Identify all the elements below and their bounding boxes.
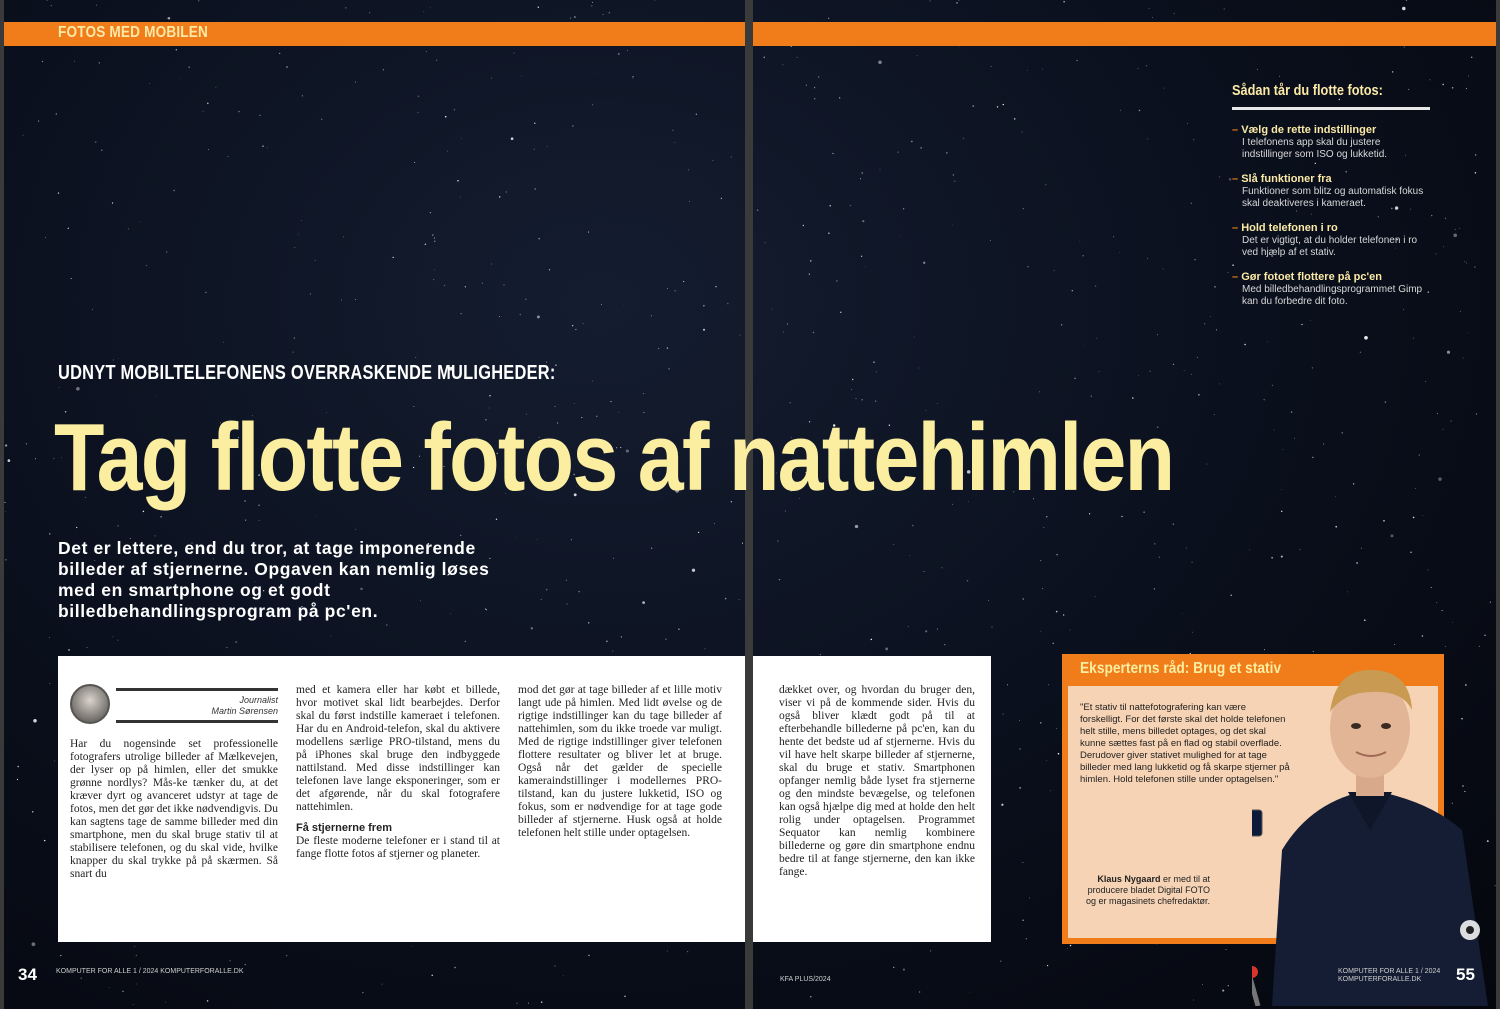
footer-mid: KFA PLUS/2024	[780, 976, 831, 983]
body-column-2	[296, 684, 500, 922]
body-column-2-after: De fleste moderne telefoner er i stand til at fange flotte fotos af stjerner og planeter.	[296, 835, 500, 860]
tip-heading: – Slå funktioner fra	[1232, 173, 1432, 186]
byline-rule	[116, 720, 278, 723]
byline	[70, 684, 278, 728]
article-headline: Tag flotte fotos af nattehimlen	[54, 404, 1174, 511]
expert-name: Klaus Nygaard	[1097, 874, 1161, 884]
expert-credit-text: er med til at producere bladet Digital FOTO og er magasinets chefredaktør.	[1085, 874, 1210, 906]
article-lead: Det er lettere, end du tror, at tage imponerende billeder af stjernerne. Opgaven kan nemlig løses med en smartphone og et godt billedbehandlingsprogram på pc'en.	[58, 538, 490, 621]
byline-name: Martin Sørensen	[211, 706, 278, 716]
section-label: FOTOS MED MOBILEN	[58, 24, 208, 41]
tip-heading: – Vælg de rette indstillinger	[1232, 124, 1432, 137]
tip-item	[1232, 271, 1432, 308]
page-number-left: 34	[18, 965, 37, 984]
footer-right: KOMPUTER FOR ALLE 1 / 2024 KOMPUTERFORALLE.DK	[1338, 968, 1441, 983]
body-column-4: dækket over, og hvordan du bruger den, viser vi på de kommende sider. Hvis du også bliver klædt godt på til at efterbehandle billederne på pc'en, kan du hente det bedste ud af stjernerne. Hvis du vil have helt skarpe billeder af stjernerne, skal du bruge et stativ. Smartphonen opfanger nemlig både lyset fra stjernerne og den mindste bevægelse, og telefonen kan også hjælpe dig med at holde den helt rolig under optagelsen. Programmet Sequator kan nemlig kombinere billederne og gøre din smartphone endnu bedre til at fange stjernerne, den kan ikke fange.	[779, 684, 975, 878]
byline-rule	[116, 688, 278, 691]
avatar	[70, 684, 110, 724]
body-column-2-text: med et kamera eller har købt et billede, hvor motivet skal lidt bearbejdes. Derfor skal du først indstille kameraet i telefonen. Har du en Android-telefon, skal du aktivere modellens særlige PRO-tilstand, mens du på iPhones skal bruge den indbyggede nattilstand. Med disse indstillinger kan telefonen lave lange eksponeringer, som er det afgørende, når du skal fotografere nattehimlen.	[296, 684, 500, 813]
expert-credit	[1080, 874, 1210, 907]
body-panel-right	[753, 656, 991, 942]
tip-text: Det er vigtigt, at du holder telefonen i ro ved hjælp af et stativ.	[1242, 235, 1418, 258]
tips-divider	[1232, 107, 1430, 110]
tip-item	[1232, 222, 1432, 259]
tips-sidebox	[1232, 82, 1432, 320]
body-column-3: mod det gør at tage billeder af et lille motiv langt ude på himlen. Med lidt øvelse og de rigtige indstillinger kan du tage billeder af nattehimlen, som du ikke troede var muligt. Med de rigtige indstillinger giver telefonen flottere resultater og bliver let at bruge. Også når det gælder de specielle kameraindstillinger i modellernes PRO-tilstand, kan du justere lukketid, ISO og fokus, som er nødvendige for at tage gode billeder af stjernerne. Husk også at holde telefonen helt stille under optagelsen.	[518, 684, 722, 839]
spread-left-edge	[0, 0, 4, 1009]
expert-portrait-photo	[1252, 660, 1496, 1006]
tip-text: Med billedbehandlingsprogrammet Gimp kan du forbedre dit foto.	[1242, 284, 1423, 307]
body-panel-left	[58, 656, 745, 942]
tip-item	[1232, 173, 1432, 210]
expert-quote: "Et stativ til nattefotografering kan være forskelligt. For det første skal det holde telefonen helt stille, mens billedet optages, og det skal kunne sættes fast på en flad og stabil overflade. Derudover giver stativet mulighed for at tage billeder med lang lukketid og få skarpe stjerner på himlen. Hold telefonen stille under optagelsen."	[1080, 702, 1290, 785]
byline-role: Journalist	[239, 695, 278, 705]
tips-title: Sådan tår du flotte fotos:	[1232, 82, 1383, 99]
expert-title-text: Eksperterns råd: Brug et stativ	[1080, 660, 1282, 677]
tip-item	[1232, 124, 1432, 161]
body-column-1: Har du nogensinde set professionelle fotografers utrolige billeder af Mælkevejen, der lyser op på himlen, eller det smukke grønne nordlys? Mås-ke tænker du, at det kræver dyrt og avanceret udstyr at tage de fotos, men det gør det ikke nødvendigvis. Du kan sagtens tage de samme billeder med din smartphone, men du skal bruge stativ til at stabilisere telefonen, og du skal vide, hvilke knapper du skal trykke på på skærmen. Så snart du	[70, 738, 278, 880]
section-bar-right	[753, 22, 1496, 46]
spread-right-edge	[1496, 0, 1500, 1009]
footer-left: KOMPUTER FOR ALLE 1 / 2024 KOMPUTERFORALLE.DK	[56, 968, 244, 975]
tip-heading: – Hold telefonen i ro	[1232, 222, 1432, 235]
tip-text: Funktioner som blitz og automatisk fokus skal deaktiveres i kameraet.	[1242, 186, 1424, 209]
tip-text: I telefonens app skal du justere indstillinger som ISO og lukketid.	[1242, 137, 1388, 160]
body-subheading: Få stjernerne frem	[296, 822, 392, 834]
tip-heading: – Gør fotoet flottere på pc'en	[1232, 271, 1432, 284]
article-kicker: UDNYT MOBILTELEFONENS OVERRASKENDE MULIGHEDER:	[58, 362, 556, 384]
page-number-right: 55	[1456, 965, 1475, 984]
